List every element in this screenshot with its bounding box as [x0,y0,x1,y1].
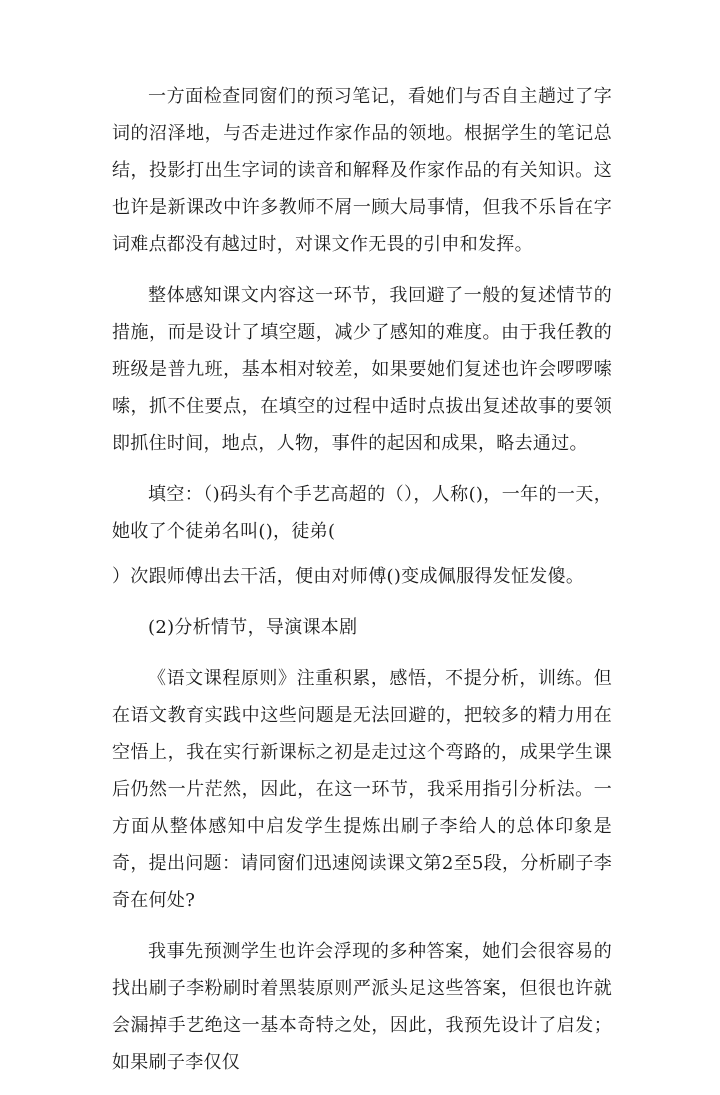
document-body [112,78,612,1095]
paragraph-curriculum-standards: 《语文课程原则》注重积累，感悟，不提分析，训练。但在语文教育实践中这些问题是无法回避的，把较多的精力用在空悟上，我在实行新课标之初是走过这个弯路的，成果学生课后仍然一片茫然，因此，在这一环节，我采用指引分析法。一方面从整体感知中启发学生提炼出刷子李给人的总体印象是奇，提出问题：请同窗们迅速阅读课文第2至5段，分析刷子李奇在何处? [112,668,612,911]
paragraph-fill-blank: 填空：（)码头有个手艺高超的（），人称()，一年的一天，她收了个徒弟名叫()，徒弟( [112,484,612,542]
paragraph-overall-perception: 整体感知课文内容这一环节，我回避了一般的复述情节的措施，而是设计了填空题，减少了感知的难度。由于我任教的班级是普九班，基本相对较差，如果要她们复述也许会啰啰嗦嗦，抓不住要点，在填空的过程中适时点拔出复述故事的要领即抓住时间，地点，人物，事件的起因和成果，略去通过。 [112,285,612,454]
section-heading-analysis: (2)分析情节，导演课本剧 [148,617,358,638]
paragraph-preview-check: 一方面检查同窗们的预习笔记，看她们与否自主趟过了字词的沼泽地，与否走进过作家作品的领地。根据学生的笔记总结，投影打出生字词的读音和解释及作家作品的有关知识。这也许是新课改中许多教师不屑一顾大局事情，但我不乐旨在字词难点都没有越过时，对课文作无畏的引申和发挥。 [112,86,612,255]
paragraph-fill-blank-continued: ）次跟师傅出去干活，便由对师傅()变成佩服得发怔发傻。 [112,566,585,587]
paragraph-predicted-answers: 我事先预测学生也许会浮现的多种答案，她们会很容易的找出刷子李粉刷时着黑装原则严派头足这些答案，但很也许就会漏掉手艺绝这一基本奇特之处，因此，我预先设计了启发；如果刷子李仅仅 [112,941,612,1073]
